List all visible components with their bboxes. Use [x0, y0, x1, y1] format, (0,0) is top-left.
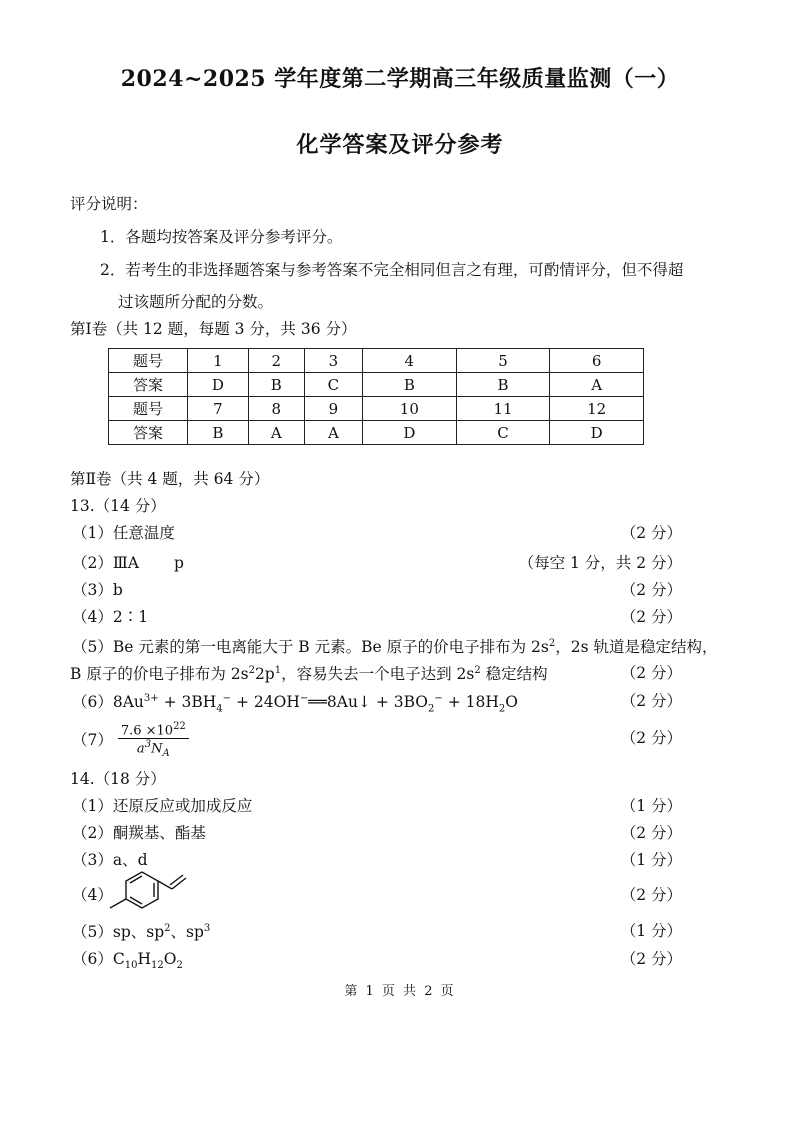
- table-cell: B: [456, 373, 550, 397]
- q14-answer-6: [72, 952, 183, 971]
- q13-score-6: （2 分）: [620, 692, 682, 710]
- instruction-item-1: 1．各题均按答案及评分参考评分。: [100, 228, 343, 246]
- q13-score-4: （2 分）: [620, 608, 682, 626]
- q13-a6-end: O: [505, 693, 518, 712]
- table-cell: B: [248, 373, 304, 397]
- q13-answer-7: [72, 722, 189, 759]
- answer-table: [108, 348, 644, 445]
- table-row-header: 题号: [109, 349, 188, 373]
- q13-a7-denominator: [118, 739, 189, 759]
- q13-score-5: （2 分）: [620, 664, 682, 682]
- table-cell: D: [188, 373, 249, 397]
- q14-score-2: （2 分）: [620, 824, 682, 842]
- q13-a6-sup2: −: [222, 693, 232, 704]
- q14-a5-sup1: 2: [164, 923, 171, 934]
- instructions-heading: 评分说明：: [70, 195, 148, 213]
- q13-heading: 13.（14 分）: [70, 497, 166, 515]
- table-cell: 1: [188, 349, 249, 373]
- table-cell: B: [363, 373, 457, 397]
- q13-score-3: （2 分）: [620, 581, 682, 599]
- q13-a5b-sup1: 2: [248, 665, 255, 676]
- q14-answer-5: [72, 924, 210, 941]
- q13-a6-mid3: ══8Au↓ + 3BO: [308, 693, 429, 712]
- part2-heading: 第Ⅱ卷（共 4 题，共 64 分）: [70, 470, 270, 488]
- q13-a6-sup3: −: [299, 693, 309, 704]
- table-cell: C: [304, 373, 362, 397]
- q13-answer-5-line-1: [72, 639, 717, 656]
- q13-a5-sup1: 2: [548, 638, 556, 649]
- table-row-header: 答案: [109, 373, 188, 397]
- q13-answer-3: （3）b: [72, 581, 123, 599]
- table-cell: C: [456, 421, 550, 445]
- q13-answer-5-line-2: [70, 666, 548, 683]
- q14-a5-pre: （5）sp、sp: [72, 923, 165, 942]
- table-row: [109, 397, 644, 421]
- table-row: [109, 373, 644, 397]
- q14-answer-4-label: （4）: [72, 886, 113, 904]
- table-row: [109, 421, 644, 445]
- q13-a7-fraction: [118, 722, 189, 759]
- vinyl-single-bond: [158, 881, 172, 889]
- q14-score-4: （2 分）: [620, 886, 682, 904]
- q13-a5b-mid: 2p: [254, 665, 275, 684]
- q13-a7-den-a: a: [136, 741, 145, 757]
- page-subtitle: 化学答案及评分参考: [296, 132, 504, 158]
- q13-answer-2-label: （2）ⅢA: [72, 554, 140, 572]
- q13-a6-pre: （6）8Au: [72, 693, 144, 712]
- q13-a5b-pre: B 原子的价电子排布为 2s: [70, 665, 249, 684]
- q13-a7-numerator: [118, 722, 189, 739]
- q13-a6-mid2: + 24OH: [231, 693, 300, 712]
- table-cell: 4: [363, 349, 457, 373]
- q14-a5-sup2: 3: [203, 923, 211, 934]
- structure-drawing: [106, 868, 192, 918]
- q14-answer-1: （1）还原反应或加成反应: [72, 797, 253, 815]
- q13-score-7: （2 分）: [620, 729, 682, 747]
- q13-score-1: （2 分）: [620, 524, 682, 542]
- vinyl-double-bond-a: [172, 878, 186, 889]
- q13-a6-sup1: 3+: [143, 693, 159, 704]
- table-cell: 2: [248, 349, 304, 373]
- q13-a7-num-sup: 22: [173, 721, 186, 732]
- table-cell: 7: [188, 397, 249, 421]
- table-row-header: 题号: [109, 397, 188, 421]
- table-cell: D: [363, 421, 457, 445]
- table-cell: A: [550, 373, 644, 397]
- q13-a5b-sup3: 2: [474, 665, 481, 676]
- table-cell: A: [248, 421, 304, 445]
- q14-a6-mid1: H: [137, 950, 151, 968]
- q13-a5b-sup2: 1: [274, 665, 282, 676]
- q13-a5-post: ，2s 轨道是稳定结构，: [555, 638, 718, 657]
- q14-score-1: （1 分）: [620, 797, 682, 815]
- table-cell: 10: [363, 397, 457, 421]
- q14-a5-mid: 、sp: [170, 923, 204, 942]
- q13-a5-pre: （5）Be 元素的第一电离能大于 B 元素。Be 原子的价电子排布为 2s: [72, 638, 549, 657]
- q14-a6-mid2: O: [163, 950, 177, 968]
- table-cell: 5: [456, 349, 550, 373]
- table-cell: 6: [550, 349, 644, 373]
- q13-a7-den-sup: 3: [144, 739, 152, 751]
- q14-answer-2: （2）酮羰基、酯基: [72, 824, 206, 842]
- benzene-ring: [126, 872, 158, 908]
- table-cell: 3: [304, 349, 362, 373]
- q14-a6-sub2: 12: [151, 960, 164, 972]
- q13-answer-6: [72, 694, 518, 714]
- table-row-header: 答案: [109, 421, 188, 445]
- part1-heading: 第Ⅰ卷（共 12 题，每题 3 分，共 36 分）: [70, 320, 357, 338]
- instruction-item-2-line-1: 2．若考生的非选择题答案与参考答案不完全相同但言之有理，可酌情评分，但不得超: [100, 261, 684, 279]
- vinyl-double-bond-b: [170, 875, 183, 885]
- table-cell: 9: [304, 397, 362, 421]
- q13-a6-mid1: + 3BH: [158, 693, 217, 712]
- q13-answer-2: [72, 556, 184, 572]
- instruction-item-2-line-2: 过该题所分配的分数。: [118, 293, 274, 311]
- table-cell: A: [304, 421, 362, 445]
- q13-a6-sub2: 2: [428, 703, 435, 715]
- q13-a7-label: （7）: [72, 730, 113, 749]
- q13-a6-sub3: 2: [498, 703, 506, 715]
- methyl-bond: [110, 899, 126, 908]
- q14-a6-pre: （6）C: [72, 950, 125, 968]
- q13-answer-4: （4）2∶1: [72, 608, 149, 626]
- table-row: [109, 349, 644, 373]
- q14-score-6: （2 分）: [620, 950, 682, 968]
- table-cell: B: [188, 421, 249, 445]
- q13-a7-den-n: N: [151, 741, 163, 757]
- q13-a5b-post: ，容易失去一个电子达到 2s: [281, 665, 475, 684]
- table-cell: D: [550, 421, 644, 445]
- q13-a5b-end: 稳定结构: [480, 665, 548, 684]
- q14-a6-sub1: 10: [124, 960, 138, 972]
- table-cell: 8: [248, 397, 304, 421]
- page-title: 2024~2025 学年度第二学期高三年级质量监测（一）: [120, 66, 680, 92]
- q13-answer-2-extra: p: [173, 554, 184, 572]
- q13-a7-num-text: 7.6 ×10: [120, 723, 174, 739]
- q13-a6-sub1: 4: [216, 703, 223, 715]
- q14-score-3: （1 分）: [620, 851, 682, 869]
- table-cell: 12: [550, 397, 644, 421]
- q13-a6-sup4: −: [434, 693, 443, 704]
- page-footer: 第 1 页 共 2 页: [344, 984, 456, 999]
- q13-answer-1: （1）任意温度: [72, 524, 175, 542]
- q14-answer-3: （3）a、d: [72, 851, 148, 869]
- q14-a6-sub3: 2: [176, 960, 183, 972]
- q13-a7-den-sub: A: [162, 748, 170, 760]
- q14-heading: 14.（18 分）: [70, 770, 166, 788]
- q13-a6-mid4: + 18H: [442, 693, 499, 712]
- q14-score-5: （1 分）: [620, 922, 682, 940]
- q13-score-2: （每空 1 分，共 2 分）: [518, 554, 682, 572]
- table-cell: 11: [456, 397, 550, 421]
